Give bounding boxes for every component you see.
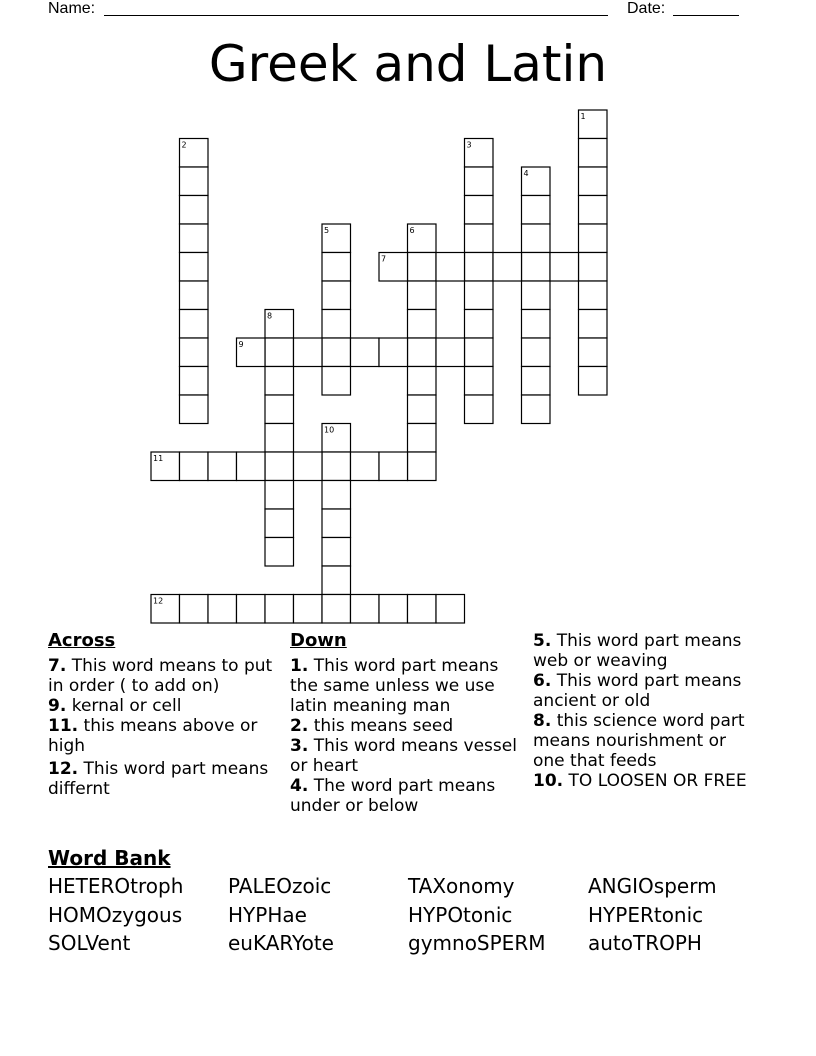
crossword-cell[interactable] <box>579 196 608 225</box>
down-clue-5: 5. This word part means web or weaving <box>533 631 742 671</box>
down-clue-4: 4. The word part means under or below <box>290 776 496 816</box>
crossword-cell[interactable] <box>322 310 351 339</box>
crossword-cell[interactable] <box>579 281 608 310</box>
crossword-cell[interactable] <box>465 167 494 196</box>
word-bank-item: HYPOtonic <box>408 902 513 927</box>
crossword-cell[interactable] <box>408 338 437 367</box>
crossword-cell[interactable] <box>351 595 380 624</box>
crossword-cell[interactable] <box>522 253 551 282</box>
crossword-cell[interactable] <box>180 224 209 253</box>
cell-number: 10 <box>324 425 335 435</box>
crossword-cell[interactable] <box>265 509 294 538</box>
word-bank-item: SOLVent <box>48 931 131 955</box>
cell-number: 9 <box>238 340 244 349</box>
crossword-cell[interactable] <box>522 196 551 225</box>
crossword-cell[interactable] <box>294 338 323 367</box>
crossword-cell[interactable] <box>522 224 551 253</box>
word-bank-item: gymnoSPERM <box>408 931 546 955</box>
crossword-cell[interactable] <box>180 395 209 424</box>
crossword-cell[interactable] <box>579 139 608 168</box>
crossword-cell[interactable] <box>351 452 380 481</box>
cell-number: 5 <box>324 226 330 235</box>
down-heading: Down <box>290 630 347 651</box>
crossword-cell[interactable] <box>579 253 608 282</box>
crossword-cell[interactable] <box>265 481 294 510</box>
word-bank-item: ANGIOsperm <box>588 874 717 898</box>
crossword-cell[interactable] <box>265 424 294 453</box>
crossword-cell[interactable] <box>522 367 551 396</box>
crossword-cell[interactable] <box>579 338 608 367</box>
down-clues-col1 <box>290 656 526 816</box>
word-bank-item: HETEROtroph <box>48 874 184 898</box>
cell-number: 6 <box>409 226 415 235</box>
name-label: Name: <box>48 0 96 17</box>
crossword-cell[interactable] <box>379 338 408 367</box>
word-bank-item: HOMOzygous <box>48 902 183 927</box>
down-clue-8: 8. this science word part means nourishment or one that feeds <box>533 711 745 771</box>
cell-number: 3 <box>466 140 472 150</box>
word-bank-item: HYPHae <box>228 902 307 927</box>
crossword-cell[interactable] <box>522 395 551 424</box>
cell-number: 1 <box>580 112 586 121</box>
across-clue-7: 7. This word means to put in order ( to add on) <box>48 656 273 696</box>
down-clue-3: 3. This word means vessel or heart <box>290 736 517 776</box>
crossword-cell[interactable] <box>493 253 522 282</box>
down-clue-2: 2. this means seed <box>290 716 454 736</box>
crossword-cell[interactable] <box>408 367 437 396</box>
crossword-cell[interactable] <box>379 452 408 481</box>
cell-number: 4 <box>523 169 529 178</box>
crossword-cell[interactable] <box>180 595 209 624</box>
crossword-cell[interactable] <box>436 253 465 282</box>
down-clue-10: 10. TO LOOSEN OR FREE <box>533 771 747 791</box>
crossword-cell[interactable] <box>180 253 209 282</box>
word-bank-heading: Word Bank <box>48 846 171 870</box>
date-label: Date: <box>627 0 666 17</box>
crossword-cell[interactable] <box>408 452 437 481</box>
cell-number: 2 <box>181 140 187 150</box>
crossword-cell[interactable] <box>294 452 323 481</box>
crossword-cell[interactable] <box>465 367 494 396</box>
crossword-cell[interactable] <box>180 338 209 367</box>
crossword-cell[interactable] <box>237 595 266 624</box>
across-heading: Across <box>48 630 116 651</box>
across-clue-12: 12. This word part means differnt <box>48 759 269 799</box>
cell-number: 11 <box>153 454 164 463</box>
across-clues <box>48 656 274 799</box>
crossword-cell[interactable] <box>351 338 380 367</box>
crossword-cell[interactable] <box>408 310 437 339</box>
crossword-cell[interactable] <box>465 253 494 282</box>
crossword-cell[interactable] <box>265 338 294 367</box>
crossword-cell[interactable] <box>522 310 551 339</box>
crossword-cell[interactable] <box>265 395 294 424</box>
crossword-cell[interactable] <box>322 367 351 396</box>
crossword-cell[interactable] <box>208 595 237 624</box>
crossword-cell[interactable] <box>322 538 351 567</box>
crossword-cell[interactable] <box>436 338 465 367</box>
down-clue-6: 6. This word part means ancient or old <box>533 671 742 711</box>
crossword-cell[interactable] <box>408 281 437 310</box>
crossword-cell[interactable] <box>265 367 294 396</box>
word-bank-item: euKARYote <box>228 931 334 955</box>
crossword-cell[interactable] <box>322 509 351 538</box>
down-clues-col2 <box>533 631 763 791</box>
crossword-cell[interactable] <box>579 224 608 253</box>
crossword-cell[interactable] <box>408 253 437 282</box>
crossword-cell[interactable] <box>322 253 351 282</box>
crossword-cell[interactable] <box>265 452 294 481</box>
crossword-cell[interactable] <box>465 338 494 367</box>
cell-number: 8 <box>267 311 273 321</box>
crossword-cell[interactable] <box>180 281 209 310</box>
word-bank-item: autoTROPH <box>588 931 702 955</box>
crossword-cell[interactable] <box>465 196 494 225</box>
crossword-cell[interactable] <box>522 338 551 367</box>
crossword-cell[interactable] <box>408 395 437 424</box>
crossword-cell[interactable] <box>436 595 465 624</box>
crossword-cell[interactable] <box>322 481 351 510</box>
page-title: Greek and Latin <box>208 35 608 93</box>
crossword-cell[interactable] <box>322 452 351 481</box>
crossword-cell[interactable] <box>322 281 351 310</box>
word-bank-item: TAXonomy <box>408 874 515 898</box>
crossword-cell[interactable] <box>237 452 266 481</box>
across-clue-9: 9. kernal or cell <box>48 696 182 716</box>
cell-number: 7 <box>381 254 387 264</box>
crossword-cell[interactable] <box>294 595 323 624</box>
crossword-cell[interactable] <box>579 167 608 196</box>
crossword-cell[interactable] <box>408 424 437 453</box>
crossword-cell[interactable] <box>379 595 408 624</box>
crossword-cell[interactable] <box>408 595 437 624</box>
crossword-cell[interactable] <box>180 310 209 339</box>
crossword-cell[interactable] <box>180 367 209 396</box>
crossword-cell[interactable] <box>579 367 608 396</box>
word-bank-item: PALEOzoic <box>228 874 332 898</box>
word-bank <box>48 872 768 958</box>
crossword-cell[interactable] <box>322 595 351 624</box>
crossword-cell[interactable] <box>322 566 351 595</box>
word-bank-item: HYPERtonic <box>588 902 704 927</box>
crossword-cell[interactable] <box>180 167 209 196</box>
crossword-cell[interactable] <box>465 281 494 310</box>
crossword-cell[interactable] <box>180 452 209 481</box>
crossword-cell[interactable] <box>465 310 494 339</box>
crossword-cell[interactable] <box>465 395 494 424</box>
cell-number: 12 <box>153 596 164 606</box>
crossword-cell[interactable] <box>208 452 237 481</box>
crossword-cell[interactable] <box>265 595 294 624</box>
crossword-cell[interactable] <box>465 224 494 253</box>
crossword-cell[interactable] <box>550 253 579 282</box>
crossword-cell[interactable] <box>265 538 294 567</box>
across-clue-11: 11. this means above or high <box>48 716 258 756</box>
crossword-cell[interactable] <box>180 196 209 225</box>
crossword-cell[interactable] <box>579 310 608 339</box>
crossword-cell[interactable] <box>322 338 351 367</box>
crossword-cell[interactable] <box>522 281 551 310</box>
down-clue-1: 1. This word part means the same unless we use latin meaning man <box>290 656 499 716</box>
